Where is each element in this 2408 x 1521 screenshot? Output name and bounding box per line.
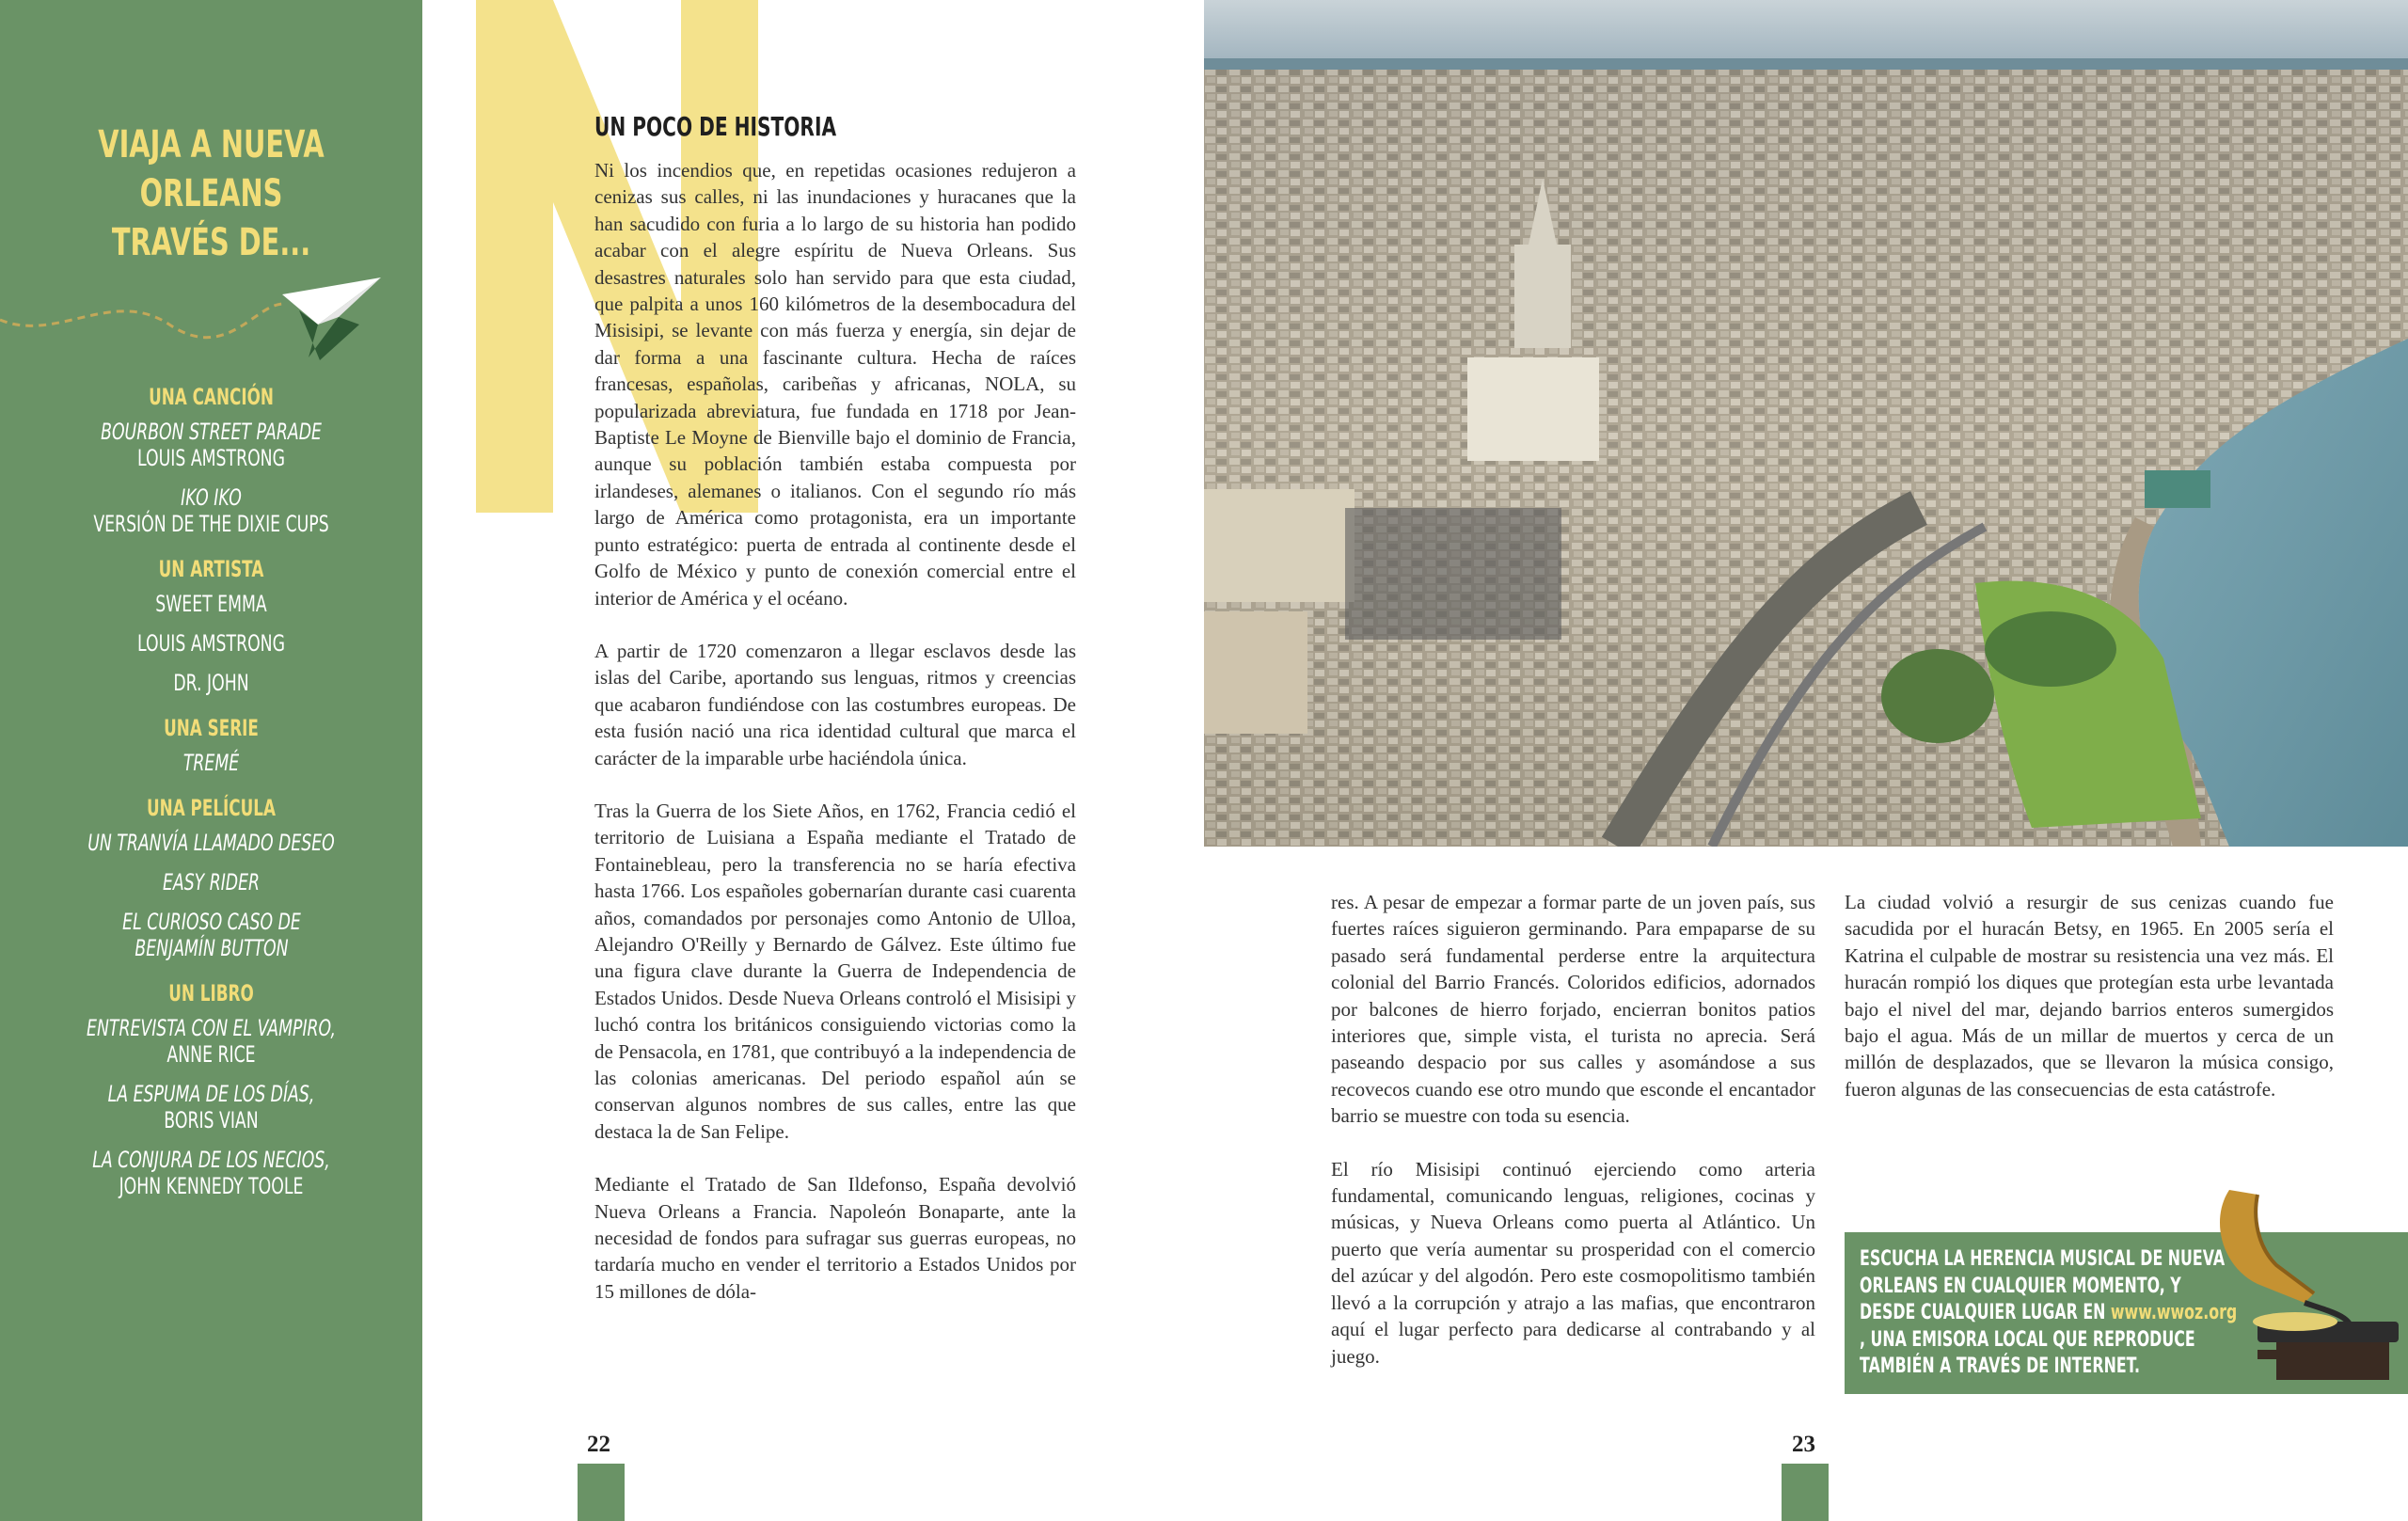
page-number-right: 23 — [1792, 1432, 1815, 1457]
list-item — [59, 830, 363, 856]
section-heading: UNA CANCIÓN — [149, 384, 274, 410]
paragraph: Mediante el Tratado de San Ildefonso, España devolvió Nueva Orleans a Francia. Napoleón Bonaparte, ante la necesidad de fondos para sufragar sus guerras europeas, no tardaría mucho en vender el territorio a Estados Unidos por 15 millones de dóla- — [594, 1173, 1076, 1303]
paragraph: El río Misisipi continuó ejerciendo como arteria fundamental, comunicando lenguas, religiones, cocinas y músicas, y Nueva Orleans como puerta al Atlántico. Un puerto que vería aumentar su prosperidad con el comercio del azúcar y del algodón. Pero este cosmopolitismo también llevó a la corrupción y atrajo a las mafias, que encontraron aquí el lugar perfecto para dedicarse al contrabando y al juego. — [1331, 1157, 1815, 1368]
item-title: TREMÉ — [182, 750, 240, 776]
section-heading: UNA PELÍCULA — [147, 795, 276, 821]
list-item — [59, 591, 363, 617]
item-title: ENTREVISTA CON EL VAMPIRO, — [87, 1015, 336, 1041]
list-item — [59, 670, 363, 696]
item-author: BORIS VIAN — [164, 1107, 259, 1133]
paragraph: La ciudad volvió a resurgir de sus cenizas cuando fue sacudida por el huracán Betsy, en 1965. En 2005 sería el Katrina el culpable de mostrar su resistencia una vez más. El huracán rompió los diques que protegían esta urbe levantada bajo el nivel del mar, dejando barrios enteros sumergidos bajo el agua. Más de un millar de muertos y cerca de un millón de desplazados, que se llevaron la música consigo, fueron algunas de las consecuencias de esta catástrofe. — [1845, 891, 2334, 1101]
section-heading: UNA SERIE — [164, 715, 259, 741]
sidebar-title-line: VIAJA A NUEVA — [98, 123, 325, 166]
article-column-3 — [1845, 889, 2334, 1129]
page-number-left: 22 — [587, 1432, 610, 1457]
item-title: EL CURIOSO CASO DE BENJAMÍN BUTTON — [121, 909, 301, 961]
item-title: LA CONJURA DE LOS NECIOS, — [92, 1147, 330, 1173]
section-heading: UN ARTISTA — [158, 556, 264, 582]
paragraph: res. A pesar de empezar a formar parte de un joven país, sus fuertes raíces siguieron germinando. Para empaparse de su pasado será fundamental perderse entre la arquitectura colonial del Barrio Francés. Coloridos edificios, adornados por balcones de hierro forjado, encierran bonitos patios interiores que, simple vista, el turista no aprecia. Será paseando despacio por sus calles y asomándose a sus recovecos cuando ese otro mundo que esconde el encantador barrio se muestre con toda su esencia. — [1331, 891, 1815, 1128]
gramophone-icon — [2201, 1180, 2408, 1387]
sidebar-list — [0, 381, 422, 1215]
item-title: EASY RIDER — [162, 869, 261, 895]
sidebar-section-artist — [0, 553, 422, 696]
list-item — [59, 869, 363, 895]
list-item — [59, 1147, 363, 1199]
item-name: DR. JOHN — [173, 670, 249, 696]
list-item — [59, 419, 363, 471]
sidebar-section-book — [0, 977, 422, 1199]
callout-text-end: , UNA EMISORA LOCAL QUE REPRODUCE TAMBIÉN A TRAVÉS DE INTERNET. — [1860, 1327, 2195, 1379]
item-author: VERSIÓN DE THE DIXIE CUPS — [93, 511, 329, 537]
sidebar-section-song — [0, 381, 422, 537]
sidebar-title — [59, 120, 363, 267]
list-item — [59, 630, 363, 657]
list-item — [59, 750, 363, 776]
paragraph: Tras la Guerra de los Siete Años, en 1762, Francia cedió el territorio de Luisiana a España mediante el Tratado de Fontainebleau, pero la transferencia no se haría efectiva hasta 1766. Los españoles gobernarían durante casi cuarenta años, comandados por personajes como Antonio de Ulloa, Alejandro O'Reilly y Bernardo de Gálvez. Este último fue una figura clave durante la Guerra de Independencia de Estados Unidos. Desde Nueva Orleans controló el Misisipi y luchó contra los británicos consiguiendo victorias como la de Pensacola, en 1781, que contribuyó a la independencia de las colonias americanas. Del periodo español aún se conservan algunos nombres de sus calles, entre las que destaca la de San Felipe. — [594, 799, 1076, 1143]
sidebar-title-line: TRAVÉS DE... — [111, 221, 311, 264]
item-title: IKO IKO — [181, 484, 242, 511]
city-aerial-photo — [1204, 0, 2408, 847]
sidebar-section-series — [0, 712, 422, 776]
article-column-1 — [594, 157, 1076, 1331]
list-item — [109, 909, 312, 961]
section-heading: UN LIBRO — [168, 980, 254, 1006]
item-author: ANNE RICE — [166, 1041, 256, 1068]
list-item — [59, 484, 363, 537]
item-title: LA ESPUMA DE LOS DÍAS, — [107, 1081, 315, 1107]
callout-text — [1860, 1246, 2239, 1381]
item-title: BOURBON STREET PARADE — [101, 419, 322, 445]
sidebar-section-film — [0, 792, 422, 961]
article-heading: UN POCO DE HISTORIA — [594, 111, 837, 142]
paper-plane-icon — [0, 268, 422, 381]
item-author: JOHN KENNEDY TOOLE — [119, 1173, 304, 1199]
paragraph: A partir de 1720 comenzaron a llegar esclavos desde las islas del Caribe, aportando sus lenguas, ritmos y creencias que acabaron fundiéndose con las costumbres europeas. De esta fusión nació una rica identidad cultural que marca el carácter de la imparable urbe haciéndola única. — [594, 639, 1076, 769]
item-author: LOUIS AMSTRONG — [136, 445, 286, 471]
item-title: UN TRANVÍA LLAMADO DESEO — [87, 830, 335, 856]
list-item — [59, 1015, 363, 1068]
callout-text-start: ESCUCHA LA HERENCIA MUSICAL DE NUEVA ORLEANS EN CUALQUIER MOMENTO, Y DESDE CUALQUIER LUGAR EN — [1860, 1247, 2226, 1325]
item-name: SWEET EMMA — [155, 591, 267, 617]
page-marker-left — [578, 1464, 625, 1521]
page-marker-right — [1782, 1464, 1829, 1521]
item-name: LOUIS AMSTRONG — [136, 630, 286, 657]
list-item — [59, 1081, 363, 1133]
paragraph: Ni los incendios que, en repetidas ocasiones redujeron a cenizas sus calles, ni las inundaciones y huracanes que la han sacudido con furia a lo largo de su historia han podido acabar con el alegre espíritu de Nueva Orleans. Sus desastres naturales solo han servido para que esta ciudad, que palpita a unos 160 kilómetros de la desembocadura del Misisipi, se levante con más fuerza y energía, sin dejar de dar forma a una fascinante cultura. Hecha de raíces francesas, españolas, caribeñas y africanas, NOLA, su popularizada abreviatura, fue fundada en 1718 por Jean-Baptiste Le Moyne de Bienville bajo el dominio de Francia, aunque su población también estaba compuesta por irlandeses, alemanes o italianos. Con el segundo río más largo de América como protagonista, era un importante punto estratégico: puerta de entrada al continente desde el Golfo de México y punto de conexión comercial entre el interior de América y el océano. — [594, 159, 1076, 610]
radio-link[interactable]: www.wwoz.org — [2110, 1301, 2238, 1325]
article-column-2 — [1331, 889, 1815, 1396]
sidebar-title-line: ORLEANS — [139, 172, 283, 215]
